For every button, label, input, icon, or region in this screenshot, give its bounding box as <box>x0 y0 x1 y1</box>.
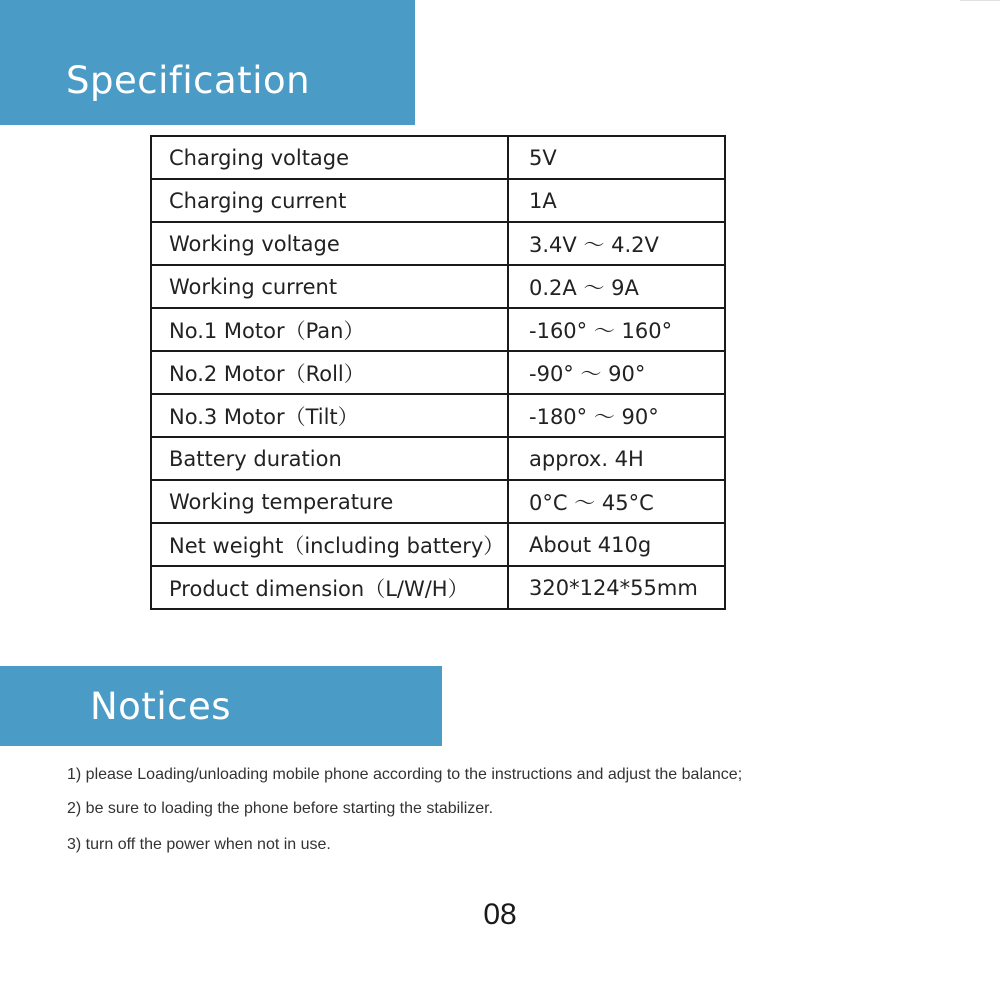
spec-value: About 410g <box>508 523 725 566</box>
spec-label: Working current <box>151 265 508 308</box>
table-row <box>151 351 725 394</box>
page-number: 08 <box>483 898 517 931</box>
notices-header <box>0 666 442 746</box>
table-row <box>151 308 725 351</box>
spec-value: approx. 4H <box>508 437 725 480</box>
spec-value: 0.2A ～ 9A <box>508 265 725 308</box>
spec-value: 0°C ～ 45°C <box>508 480 725 523</box>
spec-value: 3.4V ～ 4.2V <box>508 222 725 265</box>
notice-item: 2) be sure to loading the phone before starting the stabilizer. <box>67 800 494 817</box>
table-row <box>151 480 725 523</box>
spec-value: 1A <box>508 179 725 222</box>
table-row <box>151 394 725 437</box>
spec-label: No.1 Motor（Pan） <box>151 308 508 351</box>
table-row <box>151 437 725 480</box>
spec-label: Battery duration <box>151 437 508 480</box>
spec-label: Product dimension（L/W/H） <box>151 566 508 609</box>
table-row <box>151 222 725 265</box>
spec-value: -90° ～ 90° <box>508 351 725 394</box>
spec-label: No.2 Motor（Roll） <box>151 351 508 394</box>
table-row <box>151 566 725 609</box>
notices-title: Notices <box>90 684 231 728</box>
specification-title: Specification <box>66 59 311 102</box>
notice-item: 3) turn off the power when not in use. <box>67 836 331 853</box>
specification-table <box>150 135 726 610</box>
table-row <box>151 523 725 566</box>
table-row <box>151 136 725 179</box>
spec-value: -180° ～ 90° <box>508 394 725 437</box>
spec-value: -160° ～ 160° <box>508 308 725 351</box>
spec-label: Charging voltage <box>151 136 508 179</box>
spec-label: Working temperature <box>151 480 508 523</box>
notice-item: 1) please Loading/unloading mobile phone according to the instructions and adjust the balance; <box>67 766 743 783</box>
spec-label: No.3 Motor（Tilt） <box>151 394 508 437</box>
spec-label: Charging current <box>151 179 508 222</box>
spec-value: 320*124*55mm <box>508 566 725 609</box>
notices-list <box>67 762 987 862</box>
spec-value: 5V <box>508 136 725 179</box>
table-row <box>151 179 725 222</box>
top-right-divider <box>960 0 1000 1</box>
specification-header <box>0 0 415 125</box>
spec-label: Net weight（including battery） <box>151 523 508 566</box>
spec-label: Working voltage <box>151 222 508 265</box>
table-row <box>151 265 725 308</box>
